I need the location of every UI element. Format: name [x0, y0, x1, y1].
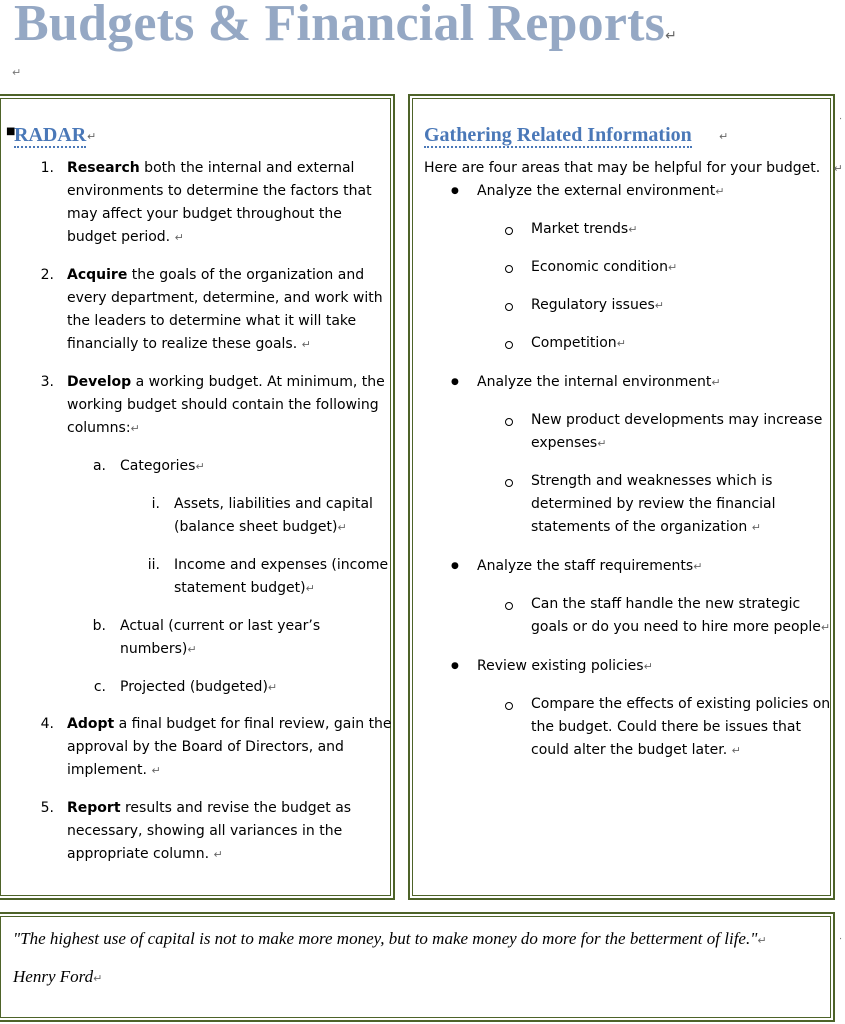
radar-heading[interactable]: RADAR: [14, 124, 87, 146]
bullet-icon: [451, 655, 459, 680]
sub-bullet-line: could alter the budget later. ↵: [531, 742, 741, 758]
sub-list-letter: a.: [92, 458, 106, 474]
list-number: 2.: [40, 267, 54, 283]
list-item: Acquire the goals of the organization and: [67, 267, 365, 283]
sub-sub-list-line: statement budget)↵: [174, 580, 315, 596]
sub-bullet-line: statements of the organization ↵: [531, 519, 761, 535]
sub-sub-list-line: (balance sheet budget)↵: [174, 519, 347, 535]
sub-sub-list-numeral: ii.: [147, 557, 160, 573]
bullet-item: Review existing policies↵: [477, 658, 653, 674]
sub-bullet-line: goals or do you need to hire more people↵: [531, 619, 831, 635]
paragraph-mark-icon: ↵: [12, 66, 22, 79]
list-item-line: approval by the Board of Directors, and: [67, 739, 344, 755]
list-marker-icon: ■: [6, 126, 16, 137]
sub-sub-list-item: Income and expenses (income: [174, 557, 389, 573]
quote-author: Henry Ford↵: [13, 967, 103, 986]
sub-list-line: numbers)↵: [120, 641, 197, 657]
list-number: 5.: [40, 800, 54, 816]
list-item-line: financially to realize these goals. ↵: [67, 336, 311, 352]
circle-bullet-icon: [505, 227, 513, 235]
bullet-item: Analyze the external environment↵: [477, 183, 725, 199]
sub-sub-list-item: Assets, liabilities and capital: [174, 496, 373, 512]
list-item: Develop a working budget. At minimum, the: [67, 374, 385, 390]
circle-bullet-icon: [505, 602, 513, 610]
list-number: 4.: [40, 716, 54, 732]
list-item-line: columns:↵: [67, 420, 140, 436]
circle-bullet-icon: [505, 303, 513, 311]
paragraph-mark-icon: ⋅: [839, 934, 843, 945]
sub-bullet-item: Market trends↵: [531, 221, 638, 237]
circle-bullet-icon: [505, 341, 513, 349]
page-title: Budgets & Financial Reports↵: [14, 0, 678, 52]
sub-list-letter: b.: [92, 618, 106, 634]
information-heading[interactable]: Gathering Related Information: [424, 124, 692, 146]
sub-bullet-line: determined by review the financial: [531, 496, 776, 512]
quote-text: "The highest use of capital is not to make more money, but to make money do more for the betterment of life."↵: [13, 929, 767, 948]
bullet-item: Analyze the staff requirements↵: [477, 558, 703, 574]
list-item-line: environments to determine the factors that: [67, 183, 372, 199]
bullet-icon: [451, 371, 459, 396]
list-item-line: implement. ↵: [67, 762, 161, 778]
list-item-line: the leaders to determine what it will take: [67, 313, 357, 329]
list-item: Research both the internal and external: [67, 160, 355, 176]
sub-bullet-item: Strength and weaknesses which is: [531, 473, 773, 489]
sub-bullet-item: Regulatory issues↵: [531, 297, 664, 313]
circle-bullet-icon: [505, 479, 513, 487]
sub-list-item: Projected (budgeted)↵: [120, 679, 278, 695]
circle-bullet-icon: [505, 418, 513, 426]
sub-bullet-line: the budget. Could there be issues that: [531, 719, 801, 735]
paragraph-mark-icon: ↵: [665, 28, 678, 44]
sub-bullet-item: Can the staff handle the new strategic: [531, 596, 801, 612]
intro-text: Here are four areas that may be helpful for your budget. ↵: [424, 160, 843, 176]
sub-list-letter: c.: [93, 679, 106, 695]
list-item: Report results and revise the budget as: [67, 800, 352, 816]
sub-bullet-item: New product developments may increase: [531, 412, 823, 428]
list-item-line: necessary, showing all variances in the: [67, 823, 343, 839]
list-item-line: appropriate column. ↵: [67, 846, 223, 862]
list-item-line: every department, determine, and work with: [67, 290, 383, 306]
bullet-icon: [451, 555, 459, 580]
bullet-item: Analyze the internal environment↵: [477, 374, 721, 390]
sub-bullet-item: Competition↵: [531, 335, 626, 351]
list-item-line: budget period. ↵: [67, 229, 184, 245]
sub-bullet-line: expenses↵: [531, 435, 607, 451]
list-item: Adopt a final budget for final review, gain the: [67, 716, 392, 732]
list-number: 1.: [40, 160, 54, 176]
sub-list-item: Actual (current or last year’s: [120, 618, 321, 634]
sub-sub-list-numeral: i.: [151, 496, 160, 512]
list-number: 3.: [40, 374, 54, 390]
paragraph-mark-icon: ⋅: [839, 114, 843, 125]
list-item-line: may affect your budget throughout the: [67, 206, 342, 222]
list-item-line: working budget should contain the following: [67, 397, 379, 413]
circle-bullet-icon: [505, 702, 513, 710]
sub-list-item: Categories↵: [120, 458, 205, 474]
sub-bullet-item: Compare the effects of existing policies on: [531, 696, 831, 712]
bullet-icon: [451, 180, 459, 205]
sub-bullet-item: Economic condition↵: [531, 259, 678, 275]
circle-bullet-icon: [505, 265, 513, 273]
paragraph-mark-icon: ↵: [87, 130, 97, 143]
paragraph-mark-icon: ↵: [719, 130, 729, 143]
